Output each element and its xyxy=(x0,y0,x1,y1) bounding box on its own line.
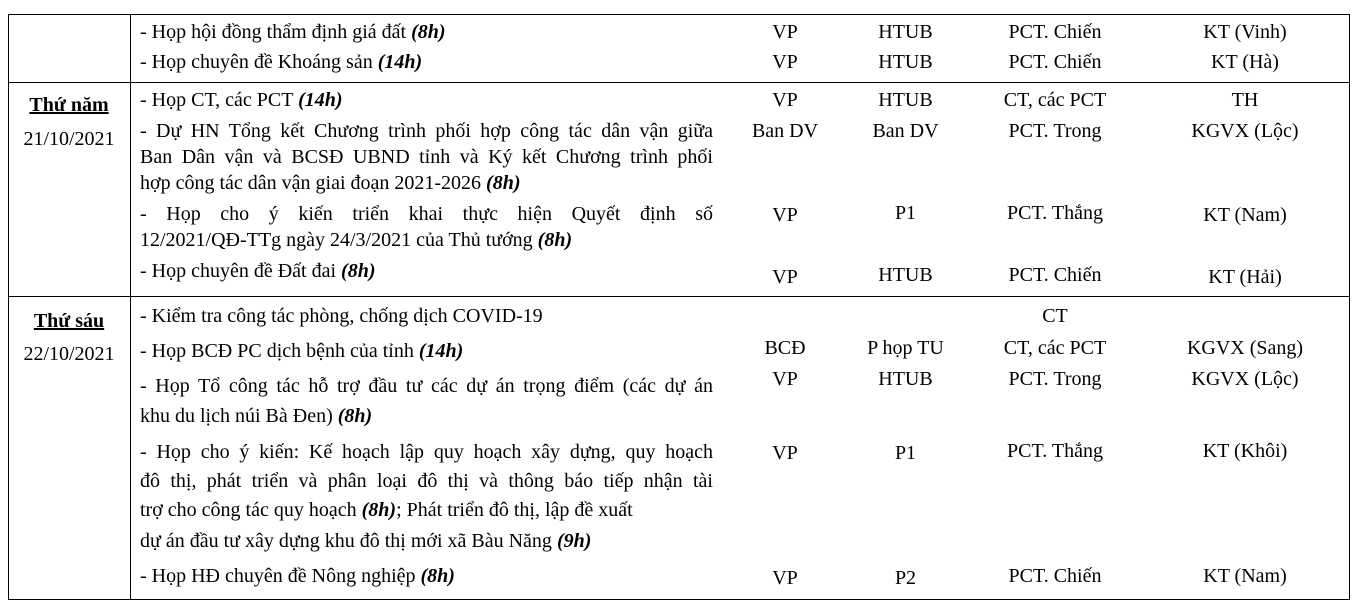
event-text-line: hợp công tác dân vận giai đoạn 2021-2026 (8h) xyxy=(140,172,521,194)
event-text: - Họp hội đồng thẩm định giá đất (8h) xyxy=(140,21,446,43)
event-text: - Họp chuyên đề Khoáng sản (14h) xyxy=(140,51,423,73)
event-text-line: 12/2021/QĐ-TTg ngày 24/3/2021 của Thủ tướng (8h) xyxy=(140,229,573,251)
event-prep: KGVX (Sang) xyxy=(1186,337,1304,359)
event-room: P2 xyxy=(894,567,917,589)
event-location: VP xyxy=(772,368,798,390)
event-chair: CT, các PCT xyxy=(1003,337,1107,359)
event-location: BCĐ xyxy=(764,337,806,359)
event-text-line: - Họp Tổ công tác hỗ trợ đầu tư các dự án trọng điểm (các dự án xyxy=(140,375,713,397)
event-prep: KGVX (Lộc) xyxy=(1191,120,1299,142)
event-prep: KT (Hải) xyxy=(1208,266,1282,288)
event-chair: PCT. Chiến xyxy=(1008,264,1102,286)
event-room: HTUB xyxy=(878,21,933,43)
event-prep: KGVX (Lộc) xyxy=(1191,368,1299,390)
event-room: Ban DV xyxy=(872,120,939,142)
event-text-line: - Họp cho ý kiến: Kế hoạch lập quy hoạch xây dựng, quy hoạch xyxy=(140,441,713,463)
event-text-line: dự án đầu tư xây dựng khu đô thị mới xã Bàu Năng (9h) xyxy=(140,530,592,552)
event-location: VP xyxy=(772,567,798,589)
event-prep: KT (Hà) xyxy=(1211,51,1279,73)
event-room: P họp TU xyxy=(867,337,944,359)
event-text: - Họp CT, các PCT (14h) xyxy=(140,89,343,111)
day-label: Thứ sáu xyxy=(33,310,105,332)
event-location: VP xyxy=(772,51,798,73)
event-chair: CT, các PCT xyxy=(1003,89,1107,111)
event-chair: PCT. Chiến xyxy=(1008,21,1102,43)
event-room: HTUB xyxy=(878,368,933,390)
event-location: VP xyxy=(772,204,798,226)
event-location: VP xyxy=(772,89,798,111)
event-room: HTUB xyxy=(878,51,933,73)
event-location: Ban DV xyxy=(751,120,819,142)
row-divider xyxy=(8,296,1350,297)
day-date: 22/10/2021 xyxy=(23,343,115,365)
event-location: VP xyxy=(772,21,798,43)
event-text-line: khu du lịch núi Bà Đen) (8h) xyxy=(140,405,373,427)
row-divider xyxy=(8,82,1350,83)
event-prep: TH xyxy=(1231,89,1259,111)
event-prep: KT (Nam) xyxy=(1203,204,1287,226)
event-chair: PCT. Chiến xyxy=(1008,565,1102,587)
event-location: VP xyxy=(772,266,798,288)
event-text-line: đô thị, phát triển và phân loại đô thị và thông báo tiếp nhận tài xyxy=(140,470,713,492)
event-text: - Họp BCĐ PC dịch bệnh của tỉnh (14h) xyxy=(140,340,464,362)
event-prep: KT (Vinh) xyxy=(1203,21,1287,43)
event-location: VP xyxy=(772,442,798,464)
day-date: 21/10/2021 xyxy=(23,128,115,150)
event-chair: PCT. Thắng xyxy=(1007,202,1103,224)
event-room: HTUB xyxy=(878,89,933,111)
event-room: P1 xyxy=(894,442,917,464)
event-text: - Họp HĐ chuyên đề Nông nghiệp (8h) xyxy=(140,565,455,587)
event-text: - Kiểm tra công tác phòng, chống dịch COVID-19 xyxy=(140,305,543,327)
event-room: P1 xyxy=(894,202,917,224)
event-chair: PCT. Trong xyxy=(1008,368,1102,390)
event-chair: CT xyxy=(1042,305,1068,327)
event-chair: PCT. Trong xyxy=(1008,120,1102,142)
event-text-line: - Họp cho ý kiến triển khai thực hiện Quyết định số xyxy=(140,203,713,225)
event-text-line: - Dự HN Tổng kết Chương trình phối hợp công tác dân vận giữa xyxy=(140,120,713,142)
event-room: HTUB xyxy=(878,264,933,286)
column-divider xyxy=(130,14,131,600)
event-prep: KT (Khôi) xyxy=(1202,440,1288,462)
event-chair: PCT. Chiến xyxy=(1008,51,1102,73)
event-text-line: Ban Dân vận và BCSĐ UBND tỉnh và Ký kết Chương trình phối xyxy=(140,146,713,168)
event-chair: PCT. Thắng xyxy=(1007,440,1103,462)
day-label: Thứ năm xyxy=(29,94,109,116)
event-prep: KT (Nam) xyxy=(1203,565,1287,587)
event-text: - Họp chuyên đề Đất đai (8h) xyxy=(140,260,376,282)
event-text-line: trợ cho công tác quy hoạch (8h); Phát triển đô thị, lập đề xuất xyxy=(140,499,633,521)
